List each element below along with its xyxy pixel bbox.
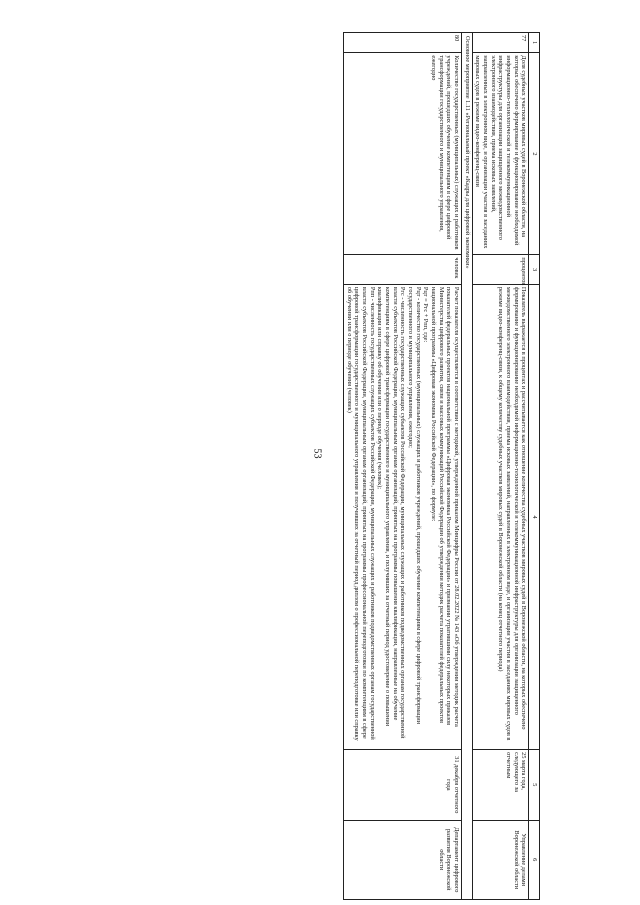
responsible: Управление делами Воронежской области <box>472 820 529 899</box>
method <box>343 284 461 749</box>
unit: процентов <box>472 255 529 285</box>
table-row <box>472 33 529 900</box>
method-paragraph: Рпп - численность государственных служащих субъектов Российской Федерации, муниципальных служащих и работников подведомственных органам государственной власти субъектов Российской Федерации, муниципальным органам организаций, принятых на программы профессиональной переподготовки по компетенциям в сфере цифровой трансформации государственного и муниципального управления и получивших за отчетный период диплом о профессиональной переподготовке или справку об обучении или о периоде обучения (человек) <box>345 286 376 741</box>
method-paragraph: Ргс - численность государственных служащих субъектов Российской Федерации, муниципальных служащих и работников подведомственных органам государственной власти субъектов Российской Федерации, муниципальным органам организаций, принятых на программы повышения квалификации, направленные на обучение компетенциям в сфере цифровой трансформации государственного и муниципального управления, и получивших за отчетный период удостоверение о повышении квалификации или справку об обучении или о периоде обучения (человек); <box>376 286 407 739</box>
deadline: 31 декабря отчетного года <box>343 750 461 820</box>
header-row <box>529 33 540 900</box>
row-number: 80 <box>343 33 461 53</box>
header-cell: 1 <box>529 33 540 53</box>
deadline: 25 марта года, следующего за отчетным <box>472 750 529 820</box>
indicators-table <box>343 32 540 900</box>
unit: человек <box>343 255 461 285</box>
method: Показатель выражается в процентах и рассчитывается как отношение количества судебных участков мировых судей в Воронежской области, на которых обеспечено формирование и функционирование необходимой информационно-технологической и телекоммуникационной инфраструктуры для организации защищенного межведомственного электронного взаимодействия, приема исковых заявлений, направленных в электронном виде, и организации участия в заседаниях мировых судов в режиме видео-конференц-связи, к общему количеству судебных участков мировых судей в Воронежской области (на конец отчетного периода) <box>472 284 529 749</box>
header-cell: 2 <box>529 53 540 255</box>
header-cell: 3 <box>529 255 540 285</box>
responsible: Департамент цифрового развития Воронежской области <box>343 820 461 899</box>
indicator-name: Доля судебных участков мировых судей в Воронежской области, на которых обеспечено формирование и функционирование необходимой информационно-технологической и телекоммуникационной инфраструктуры для организации защищенного межведомственного электронного взаимодействия, приема исковых заявлений, направленных в электронном виде, и организации участия в заседаниях мировых судов в режиме видео-конференц-связи <box>472 53 529 255</box>
table-row <box>343 33 461 900</box>
page-number: 53 <box>311 448 323 459</box>
section-title: Основное мероприятие 1.11 «Региональный проект «Кадры для цифровой экономики» <box>461 33 472 900</box>
header-cell: 5 <box>529 750 540 820</box>
method-paragraph: Расчет показателя осуществляется в соответствии с методикой, утвержденной приказом Минцифры России от 28.02.2022 № 143 «Об утверждении методик расчета показателей федеральных проектов национальной программы «Цифровая экономика Российской Федерации» и признании утратившими силу некоторых приказов Министерства цифрового развития, связи и массовых коммуникаций Российской Федерации об утверждении методик расчета показателей федеральных проектов национальной программы «Цифровая экономика Российской Федерации», по формуле: <box>429 286 460 727</box>
indicator-name: Количество государственных (муниципальных) служащих и работников учреждений, прошедших обучение компетенциям в сфере цифровой трансформации государственного и муниципального управления, ежегодно <box>343 53 461 255</box>
header-cell: 6 <box>529 820 540 899</box>
method-paragraph: Рцт = Ргс + Рпп, где: <box>422 286 430 343</box>
section-row <box>461 33 472 900</box>
rotated-table-container <box>110 32 540 900</box>
row-number: 77 <box>472 33 529 53</box>
method-paragraph: Рцт - количество государственных (муниципальных) служащих и работников учреждений, прошедших обучение компетенциям в сфере цифровой трансформации государственного и муниципального управления, ежегодно; <box>406 286 422 724</box>
header-cell: 4 <box>529 284 540 749</box>
